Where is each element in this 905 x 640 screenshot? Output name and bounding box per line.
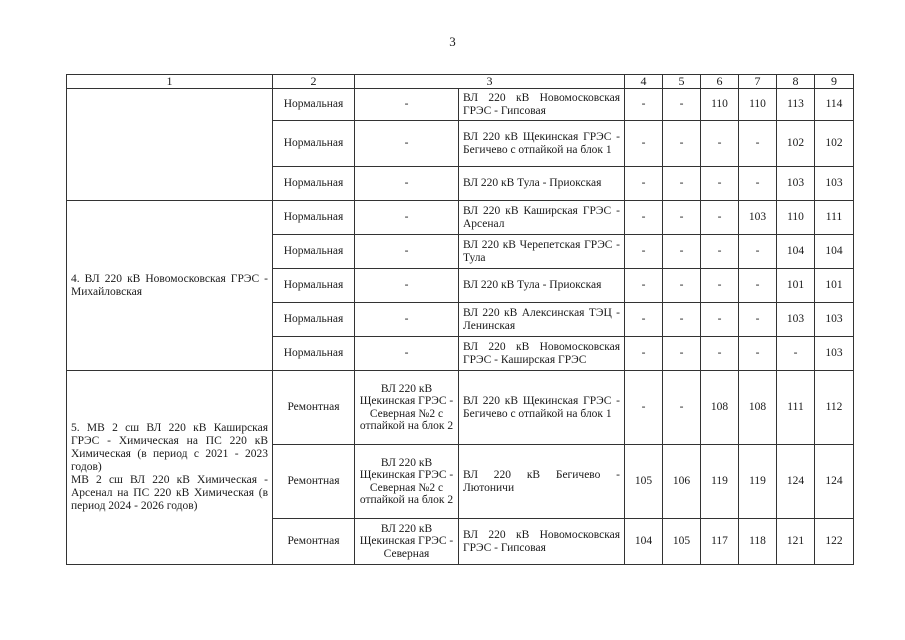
- cause-cell: -: [355, 167, 459, 201]
- column-header-3: 3: [355, 75, 625, 89]
- mode-cell: Ремонтная: [273, 445, 355, 519]
- value-cell: 124: [815, 445, 854, 519]
- value-cell: -: [739, 269, 777, 303]
- mode-cell: Нормальная: [273, 337, 355, 371]
- value-cell: 124: [777, 445, 815, 519]
- value-cell: 105: [625, 445, 663, 519]
- value-cell: -: [663, 201, 701, 235]
- column-header-2: 2: [273, 75, 355, 89]
- object-cell: 4. ВЛ 220 кВ Новомосковская ГРЭС - Михайловская: [67, 201, 273, 371]
- value-cell: -: [625, 303, 663, 337]
- value-cell: 122: [815, 519, 854, 565]
- value-cell: 111: [815, 201, 854, 235]
- value-cell: 117: [701, 519, 739, 565]
- line-cell: ВЛ 220 кВ Черепетская ГРЭС - Тула: [459, 235, 625, 269]
- value-cell: 110: [701, 89, 739, 121]
- value-cell: 103: [815, 303, 854, 337]
- limits-table: [66, 74, 854, 565]
- value-cell: 118: [739, 519, 777, 565]
- column-header-6: 6: [701, 75, 739, 89]
- value-cell: 114: [815, 89, 854, 121]
- column-header-9: 9: [815, 75, 854, 89]
- header-row: [67, 75, 854, 89]
- line-cell: ВЛ 220 кВ Новомосковская ГРЭС - Каширская ГРЭС: [459, 337, 625, 371]
- mode-cell: Нормальная: [273, 201, 355, 235]
- value-cell: 110: [777, 201, 815, 235]
- mode-cell: Ремонтная: [273, 519, 355, 565]
- value-cell: 113: [777, 89, 815, 121]
- value-cell: -: [739, 303, 777, 337]
- value-cell: 104: [625, 519, 663, 565]
- column-header-5: 5: [663, 75, 701, 89]
- value-cell: -: [663, 235, 701, 269]
- value-cell: 119: [701, 445, 739, 519]
- value-cell: -: [663, 121, 701, 167]
- value-cell: 119: [739, 445, 777, 519]
- value-cell: -: [701, 235, 739, 269]
- cause-cell: -: [355, 303, 459, 337]
- column-header-7: 7: [739, 75, 777, 89]
- value-cell: -: [663, 337, 701, 371]
- value-cell: 121: [777, 519, 815, 565]
- value-cell: 112: [815, 371, 854, 445]
- value-cell: -: [625, 269, 663, 303]
- mode-cell: Нормальная: [273, 303, 355, 337]
- value-cell: 104: [777, 235, 815, 269]
- value-cell: -: [625, 337, 663, 371]
- value-cell: -: [739, 121, 777, 167]
- value-cell: -: [625, 201, 663, 235]
- value-cell: -: [625, 371, 663, 445]
- value-cell: 103: [815, 167, 854, 201]
- value-cell: -: [663, 89, 701, 121]
- cause-cell: ВЛ 220 кВ Щекинская ГРЭС - Северная №2 с отпайкой на блок 2: [355, 371, 459, 445]
- table-row: [67, 371, 854, 445]
- cause-cell: -: [355, 121, 459, 167]
- column-header-4: 4: [625, 75, 663, 89]
- cause-cell: ВЛ 220 кВ Щекинская ГРЭС - Северная: [355, 519, 459, 565]
- value-cell: 102: [777, 121, 815, 167]
- cause-cell: -: [355, 235, 459, 269]
- table-row: [67, 201, 854, 235]
- value-cell: -: [739, 235, 777, 269]
- value-cell: -: [663, 167, 701, 201]
- value-cell: 110: [739, 89, 777, 121]
- value-cell: 108: [701, 371, 739, 445]
- value-cell: 108: [739, 371, 777, 445]
- column-header-1: 1: [67, 75, 273, 89]
- value-cell: -: [625, 121, 663, 167]
- value-cell: 101: [777, 269, 815, 303]
- value-cell: -: [701, 337, 739, 371]
- value-cell: -: [701, 269, 739, 303]
- value-cell: 103: [777, 167, 815, 201]
- value-cell: 102: [815, 121, 854, 167]
- line-cell: ВЛ 220 кВ Щекинская ГРЭС - Бегичево с отпайкой на блок 1: [459, 371, 625, 445]
- cause-cell: -: [355, 89, 459, 121]
- value-cell: -: [701, 303, 739, 337]
- column-header-8: 8: [777, 75, 815, 89]
- mode-cell: Нормальная: [273, 269, 355, 303]
- object-cell: [67, 89, 273, 201]
- line-cell: ВЛ 220 кВ Каширская ГРЭС - Арсенал: [459, 201, 625, 235]
- value-cell: -: [663, 269, 701, 303]
- page-number: 3: [449, 34, 456, 49]
- line-cell: ВЛ 220 кВ Новомосковская ГРЭС - Гипсовая: [459, 519, 625, 565]
- value-cell: -: [701, 121, 739, 167]
- line-cell: ВЛ 220 кВ Бегичево - Лютоничи: [459, 445, 625, 519]
- cause-cell: -: [355, 201, 459, 235]
- value-cell: -: [701, 167, 739, 201]
- value-cell: -: [625, 89, 663, 121]
- value-cell: 103: [815, 337, 854, 371]
- value-cell: -: [739, 167, 777, 201]
- value-cell: 101: [815, 269, 854, 303]
- value-cell: -: [625, 235, 663, 269]
- line-cell: ВЛ 220 кВ Тула - Приокская: [459, 167, 625, 201]
- mode-cell: Ремонтная: [273, 371, 355, 445]
- value-cell: -: [777, 337, 815, 371]
- object-cell: 5. МВ 2 сш ВЛ 220 кВ Каширская ГРЭС - Химическая на ПС 220 кВ Химическая (в период с 2021 - 2023 годов) МВ 2 сш ВЛ 220 кВ Химическая - Арсенал на ПС 220 кВ Химическая (в период 2024 - 2026 годов): [67, 371, 273, 565]
- value-cell: -: [663, 371, 701, 445]
- value-cell: 103: [777, 303, 815, 337]
- line-cell: ВЛ 220 кВ Алексинская ТЭЦ - Ленинская: [459, 303, 625, 337]
- mode-cell: Нормальная: [273, 167, 355, 201]
- line-cell: ВЛ 220 кВ Новомосковская ГРЭС - Гипсовая: [459, 89, 625, 121]
- mode-cell: Нормальная: [273, 235, 355, 269]
- value-cell: -: [663, 303, 701, 337]
- value-cell: -: [701, 201, 739, 235]
- mode-cell: Нормальная: [273, 121, 355, 167]
- value-cell: 111: [777, 371, 815, 445]
- cause-cell: ВЛ 220 кВ Щекинская ГРЭС - Северная №2 с отпайкой на блок 2: [355, 445, 459, 519]
- line-cell: ВЛ 220 кВ Щекинская ГРЭС - Бегичево с отпайкой на блок 1: [459, 121, 625, 167]
- cause-cell: -: [355, 337, 459, 371]
- value-cell: 103: [739, 201, 777, 235]
- cause-cell: -: [355, 269, 459, 303]
- value-cell: 105: [663, 519, 701, 565]
- line-cell: ВЛ 220 кВ Тула - Приокская: [459, 269, 625, 303]
- mode-cell: Нормальная: [273, 89, 355, 121]
- value-cell: 106: [663, 445, 701, 519]
- value-cell: -: [625, 167, 663, 201]
- value-cell: 104: [815, 235, 854, 269]
- table-row: [67, 89, 854, 121]
- value-cell: -: [739, 337, 777, 371]
